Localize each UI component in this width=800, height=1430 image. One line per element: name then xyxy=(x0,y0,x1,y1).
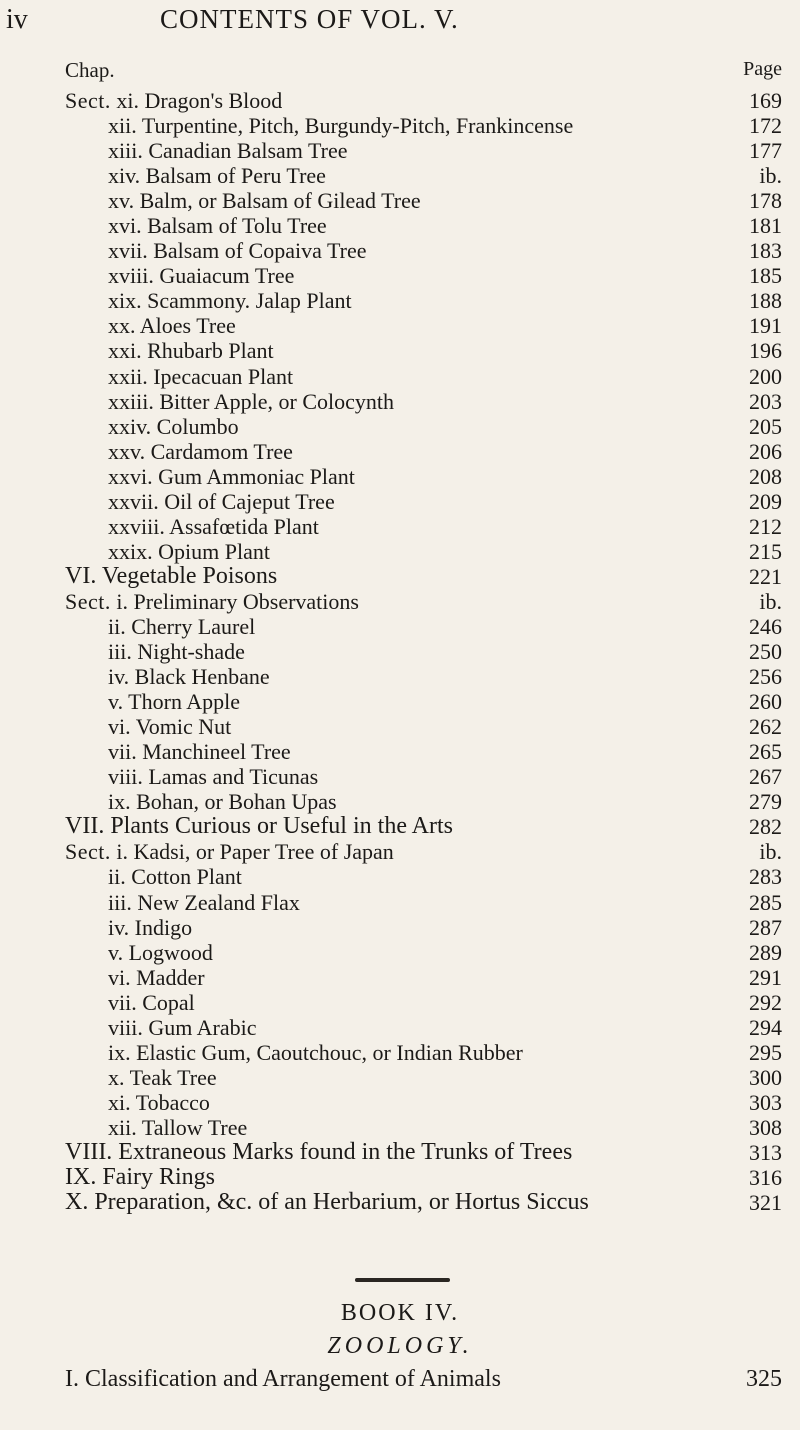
toc-entry xyxy=(0,1115,800,1140)
entry-label xyxy=(108,238,366,263)
entry-page: 172 xyxy=(749,113,782,139)
entry-page: ib. xyxy=(759,588,782,614)
entry-label xyxy=(108,414,239,439)
entry-title: xviii. Guaiacum Tree xyxy=(108,263,295,289)
entry-label xyxy=(108,389,394,414)
entry-label xyxy=(65,814,453,839)
toc-entry xyxy=(0,789,800,814)
toc-entry xyxy=(0,263,800,288)
entry-title: xii. Turpentine, Pitch, Burgundy-Pitch, Frankincense xyxy=(108,113,574,139)
toc-entry xyxy=(0,288,800,313)
entry-label xyxy=(108,364,293,389)
entry-page: 181 xyxy=(749,213,782,239)
entry-label xyxy=(108,1065,217,1090)
entry-label xyxy=(108,739,291,764)
entry-label xyxy=(108,689,240,714)
entry-page: 262 xyxy=(749,714,782,740)
entry-title: v. Logwood xyxy=(108,939,213,965)
toc-entry xyxy=(0,364,800,389)
entry-page: 313 xyxy=(749,1139,782,1165)
toc-entry xyxy=(0,338,800,363)
entry-title: xx. Aloes Tree xyxy=(108,313,236,339)
entry-title: v. Thorn Apple xyxy=(108,689,240,715)
entry-page: 260 xyxy=(749,689,782,715)
entry-page: 283 xyxy=(749,864,782,890)
toc-entry xyxy=(0,915,800,940)
entry-page: 208 xyxy=(749,463,782,489)
toc-entry xyxy=(0,88,800,113)
toc-entry xyxy=(0,664,800,689)
entry-label xyxy=(108,664,270,689)
toc-entry xyxy=(0,764,800,789)
toc-entry xyxy=(0,589,800,614)
entry-page: 203 xyxy=(749,388,782,414)
entry-label xyxy=(108,614,255,639)
entry-page: 250 xyxy=(749,639,782,665)
entry-label xyxy=(108,714,231,739)
entry-title: xv. Balm, or Balsam of Gilead Tree xyxy=(108,188,421,214)
page-number: iv xyxy=(6,4,28,35)
toc-entry xyxy=(0,890,800,915)
entry-page: 178 xyxy=(749,188,782,214)
entry-page: 285 xyxy=(749,889,782,915)
entry-label xyxy=(108,965,205,990)
entry-page: 295 xyxy=(749,1039,782,1065)
entry-label xyxy=(108,639,245,664)
entry-label xyxy=(108,1090,210,1115)
entry-title: vii. Manchineel Tree xyxy=(108,739,291,765)
entry-label xyxy=(108,940,213,965)
toc-entry xyxy=(0,514,800,539)
entry-page: 205 xyxy=(749,413,782,439)
entry-page: 191 xyxy=(749,313,782,339)
entry-title: xxv. Cardamom Tree xyxy=(108,438,293,464)
entry-page: 321 xyxy=(749,1190,782,1216)
entry-label xyxy=(108,138,348,163)
entry-page: 256 xyxy=(749,664,782,690)
entry-title: xxiv. Columbo xyxy=(108,413,239,439)
entry-page: 289 xyxy=(749,939,782,965)
entry-title: xi. Tobacco xyxy=(108,1089,210,1115)
toc-entry xyxy=(0,489,800,514)
entry-label xyxy=(108,890,300,915)
toc-entry xyxy=(0,1165,800,1190)
entry-label xyxy=(108,213,327,238)
entry-label xyxy=(65,564,277,589)
toc-entry xyxy=(0,389,800,414)
entry-title: xiv. Balsam of Peru Tree xyxy=(108,163,326,189)
entry-label xyxy=(108,1115,247,1140)
entry-page: 325 xyxy=(746,1366,782,1392)
entry-title: xxviii. Assafœtida Plant xyxy=(108,513,319,539)
entry-title: iv. Black Henbane xyxy=(108,664,270,690)
entry-title: xix. Scammony. Jalap Plant xyxy=(108,288,352,314)
entry-title: iii. New Zealand Flax xyxy=(108,889,300,915)
section-prefix: Sect. xyxy=(65,588,111,614)
entry-page: 169 xyxy=(749,88,782,113)
toc-entry xyxy=(0,864,800,889)
entry-label xyxy=(108,338,274,363)
entry-title: ix. Bohan, or Bohan Upas xyxy=(108,789,337,815)
book-heading: BOOK IV. xyxy=(340,1300,460,1326)
entry-label xyxy=(108,188,421,213)
toc-entry xyxy=(0,564,800,589)
page-column-heading: Page xyxy=(743,58,782,80)
entry-page: 287 xyxy=(749,914,782,940)
entry-label xyxy=(65,589,359,614)
entry-label xyxy=(108,113,573,138)
toc-entry xyxy=(0,990,800,1015)
entry-label xyxy=(108,313,236,338)
entry-label: I. Classification and Arrangement of Animals xyxy=(65,1366,501,1392)
entry-title: i. Preliminary Observations xyxy=(116,588,359,614)
toc-entry xyxy=(0,138,800,163)
entry-title: xxiii. Bitter Apple, or Colocynth xyxy=(108,388,394,414)
toc-entry xyxy=(0,163,800,188)
toc-entry xyxy=(0,1090,800,1115)
toc-entry xyxy=(0,814,800,839)
entry-label xyxy=(108,163,326,188)
toc-entry xyxy=(0,313,800,338)
entry-label xyxy=(65,839,394,864)
entry-page: 303 xyxy=(749,1089,782,1115)
entry-label xyxy=(65,88,282,113)
entry-title: vii. Copal xyxy=(108,989,195,1015)
toc-entry xyxy=(0,1140,800,1165)
entry-title: ii. Cotton Plant xyxy=(108,864,242,890)
entry-title: vi. Vomic Nut xyxy=(108,714,232,740)
entry-label xyxy=(108,489,335,514)
entry-title: xxi. Rhubarb Plant xyxy=(108,338,274,364)
toc-entry xyxy=(0,689,800,714)
entry-page: 292 xyxy=(749,989,782,1015)
entry-title: VI. Vegetable Poisons xyxy=(65,562,278,589)
entry-title: VIII. Extraneous Marks found in the Trunks of Trees xyxy=(65,1138,573,1165)
entry-page: 209 xyxy=(749,488,782,514)
toc-entry xyxy=(0,188,800,213)
entry-page: 291 xyxy=(749,964,782,990)
entry-page: 196 xyxy=(749,338,782,364)
running-title: CONTENTS OF VOL. V. xyxy=(160,4,459,34)
toc-entry xyxy=(0,839,800,864)
entry-title: xxii. Ipecacuan Plant xyxy=(108,363,294,389)
entry-label xyxy=(108,539,270,564)
entry-page: 267 xyxy=(749,764,782,790)
toc-entry xyxy=(0,1065,800,1090)
entry-page: 300 xyxy=(749,1064,782,1090)
entry-label xyxy=(108,789,337,814)
entry-page: ib. xyxy=(759,163,782,189)
entry-page: 206 xyxy=(749,438,782,464)
toc-entry xyxy=(0,639,800,664)
entry-label xyxy=(108,263,294,288)
entry-page: 279 xyxy=(749,789,782,815)
entry-page: 200 xyxy=(749,363,782,389)
entry-title: xvi. Balsam of Tolu Tree xyxy=(108,213,327,239)
entry-page: 316 xyxy=(749,1165,782,1191)
entry-label xyxy=(108,1015,256,1040)
entry-title: ix. Elastic Gum, Caoutchouc, or Indian Rubber xyxy=(108,1039,523,1065)
entry-title: X. Preparation, &c. of an Herbarium, or Hortus Siccus xyxy=(65,1189,589,1216)
entry-page: 294 xyxy=(749,1014,782,1040)
entry-title: xvii. Balsam of Copaiva Tree xyxy=(108,238,367,264)
entry-title: viii. Lamas and Ticunas xyxy=(108,764,319,790)
table-of-contents xyxy=(0,88,800,1215)
entry-title: i. Kadsi, or Paper Tree of Japan xyxy=(116,839,394,865)
entry-page: 308 xyxy=(749,1114,782,1140)
toc-entry xyxy=(0,1040,800,1065)
entry-title: xxvi. Gum Ammoniac Plant xyxy=(108,463,355,489)
entry-title: VII. Plants Curious or Useful in the Arts xyxy=(65,813,453,840)
entry-title: x. Teak Tree xyxy=(108,1064,217,1090)
entry-title: ii. Cherry Laurel xyxy=(108,613,256,639)
toc-entry xyxy=(0,1015,800,1040)
entry-label xyxy=(108,915,192,940)
toc-entry xyxy=(0,965,800,990)
entry-page: 215 xyxy=(749,538,782,564)
entry-title: IX. Fairy Rings xyxy=(65,1164,215,1191)
entry-page: 212 xyxy=(749,513,782,539)
column-headings xyxy=(0,58,800,84)
toc-entry xyxy=(0,113,800,138)
entry-page: 185 xyxy=(749,263,782,289)
toc-entry xyxy=(0,439,800,464)
book-subject: ZOOLOGY. xyxy=(327,1333,473,1359)
final-entry xyxy=(0,1366,800,1396)
entry-label xyxy=(65,1165,215,1190)
entry-label xyxy=(108,864,242,889)
toc-entry xyxy=(0,1190,800,1215)
section-prefix: Sect. xyxy=(65,839,111,865)
entry-label xyxy=(65,1140,572,1165)
entry-title: xii. Tallow Tree xyxy=(108,1114,248,1140)
entry-page: 221 xyxy=(749,563,782,589)
entry-title: vi. Madder xyxy=(108,964,205,990)
toc-entry xyxy=(0,539,800,564)
entry-title: xi. Dragon's Blood xyxy=(116,88,283,113)
entry-page: ib. xyxy=(759,839,782,865)
entry-label xyxy=(108,1040,523,1065)
toc-entry xyxy=(0,464,800,489)
entry-title: iv. Indigo xyxy=(108,914,193,940)
entry-page: 188 xyxy=(749,288,782,314)
toc-entry xyxy=(0,213,800,238)
entry-page: 282 xyxy=(749,814,782,840)
entry-label xyxy=(108,439,293,464)
entry-page: 246 xyxy=(749,613,782,639)
ornamental-divider xyxy=(355,1278,450,1282)
toc-entry xyxy=(0,238,800,263)
entry-title: viii. Gum Arabic xyxy=(108,1014,257,1040)
chapter-column-heading: Chap. xyxy=(65,58,115,82)
entry-label xyxy=(108,514,319,539)
toc-entry xyxy=(0,414,800,439)
entry-title: xiii. Canadian Balsam Tree xyxy=(108,138,348,164)
toc-entry xyxy=(0,739,800,764)
running-head xyxy=(0,4,800,44)
entry-title: iii. Night-shade xyxy=(108,639,245,665)
entry-label xyxy=(108,288,352,313)
entry-page: 265 xyxy=(749,739,782,765)
entry-label xyxy=(108,764,318,789)
entry-label xyxy=(65,1190,589,1215)
entry-title: xxix. Opium Plant xyxy=(108,538,270,564)
toc-entry xyxy=(0,940,800,965)
entry-label xyxy=(108,464,355,489)
entry-title: xxvii. Oil of Cajeput Tree xyxy=(108,488,335,514)
toc-entry xyxy=(0,614,800,639)
entry-page: 183 xyxy=(749,238,782,264)
toc-entry xyxy=(0,714,800,739)
entry-label xyxy=(108,990,195,1015)
entry-page: 177 xyxy=(749,138,782,164)
section-prefix: Sect. xyxy=(65,88,111,113)
